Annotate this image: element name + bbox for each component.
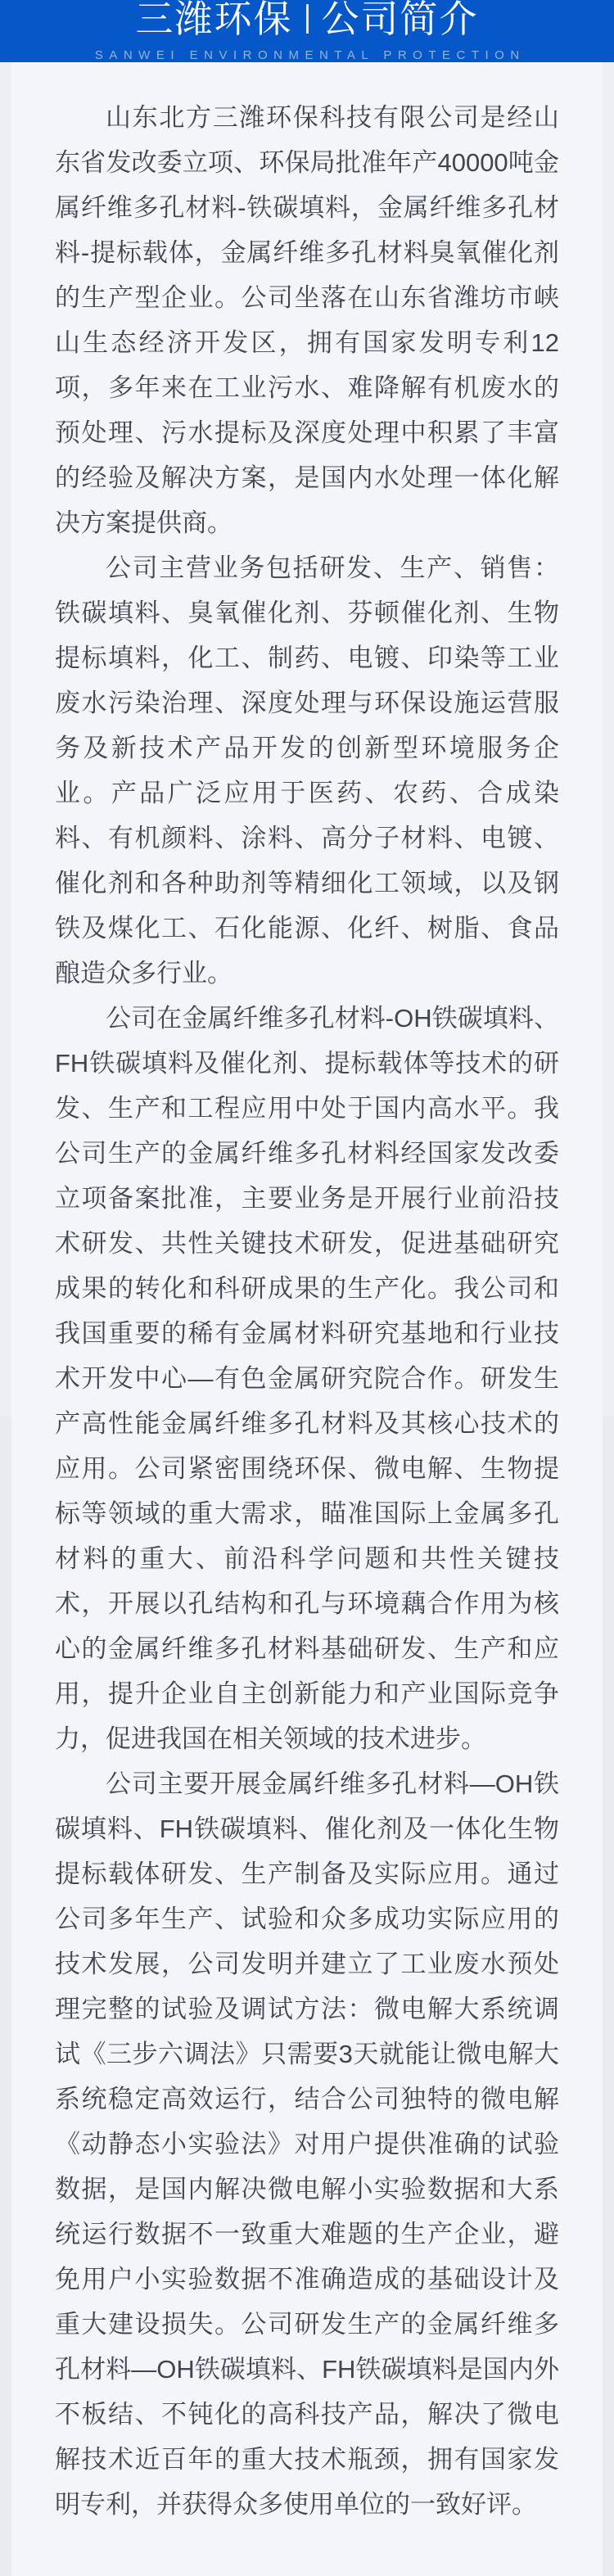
title-section: 公司简介 xyxy=(321,0,479,40)
title-brand: 三潍环保 xyxy=(135,0,293,40)
page-title xyxy=(136,0,479,38)
intro-paragraph-3: 公司在金属纤维多孔材料-OH铁碳填料、FH铁碳填料及催化剂、提标载体等技术的研发、生产和工程应用中处于国内高水平。我公司生产的金属纤维多孔材料经国家发改委立项备案批准，主要业务是开展行业前沿技术研发、共性关键技术研发，促进基础研究成果的转化和科研成果的生产化。我公司和我国重要的稀有金属材料研究基地和行业技术开发中心—有色金属研究院合作。研发生产高性能金属纤维多孔材料及其核心技术的应用。公司紧密围绕环保、微电解、生物提标等领域的重大需求，瞄准国际上金属多孔材料的重大、前沿科学问题和共性关键技术，开展以孔结构和孔与环境藕合作用为核心的金属纤维多孔材料基础研发、生产和应用，提升企业自主创新能力和产业国际竞争力，促进我国在相关领域的技术进步。 xyxy=(55,1004,559,1753)
title-divider xyxy=(306,4,309,34)
intro-paragraph-1: 山东北方三潍环保科技有限公司是经山东省发改委立项、环保局批准年产40000吨金属纤维多孔材料-铁碳填料，金属纤维多孔材料-提标载体，金属纤维多孔材料臭氧催化剂的生产型企业。公司坐落在山东省潍坊市峡山生态经济开发区，拥有国家发明专利12项，多年来在工业污水、难降解有机废水的预处理、污水提标及深度处理中积累了丰富的经验及解决方案，是国内水处理一体化解决方案提供商。 xyxy=(55,103,559,537)
header-subtitle: SANWEI ENVIRONMENTAL PROTECTION xyxy=(94,48,526,62)
content-card xyxy=(11,62,603,2576)
header-banner xyxy=(0,0,614,62)
intro-paragraph-2: 公司主营业务包括研发、生产、销售：铁碳填料、臭氧催化剂、芬顿催化剂、生物提标填料，化工、制药、电镀、印染等工业废水污染治理、深度处理与环保设施运营服务及新技术产品开发的创新型环境服务企业。产品广泛应用于医药、农药、合成染料、有机颜料、涂料、高分子材料、电镀、催化剂和各种助剂等精细化工领域，以及钢铁及煤化工、石化能源、化纤、树脂、食品酿造众多行业。 xyxy=(55,554,559,987)
intro-paragraph-4: 公司主要开展金属纤维多孔材料—OH铁碳填料、FH铁碳填料、催化剂及一体化生物提标载体研发、生产制备及实际应用。通过公司多年生产、试验和众多成功实际应用的技术发展，公司发明并建立了工业废水预处理完整的试验及调试方法：微电解大系统调试《三步六调法》只需要3天就能让微电解大系统稳定高效运行，结合公司独特的微电解《动静态小实验法》对用户提供准确的试验数据，是国内解决微电解小实验数据和大系统运行数据不一致重大难题的生产企业，避免用户小实验数据不准确造成的基础设计及重大建设损失。公司研发生产的金属纤维多孔材料—OH铁碳填料、FH铁碳填料是国内外不板结、不钝化的高科技产品，解决了微电解技术近百年的重大技术瓶颈，拥有国家发明专利，并获得众多使用单位的一致好评。 xyxy=(55,1769,559,2519)
